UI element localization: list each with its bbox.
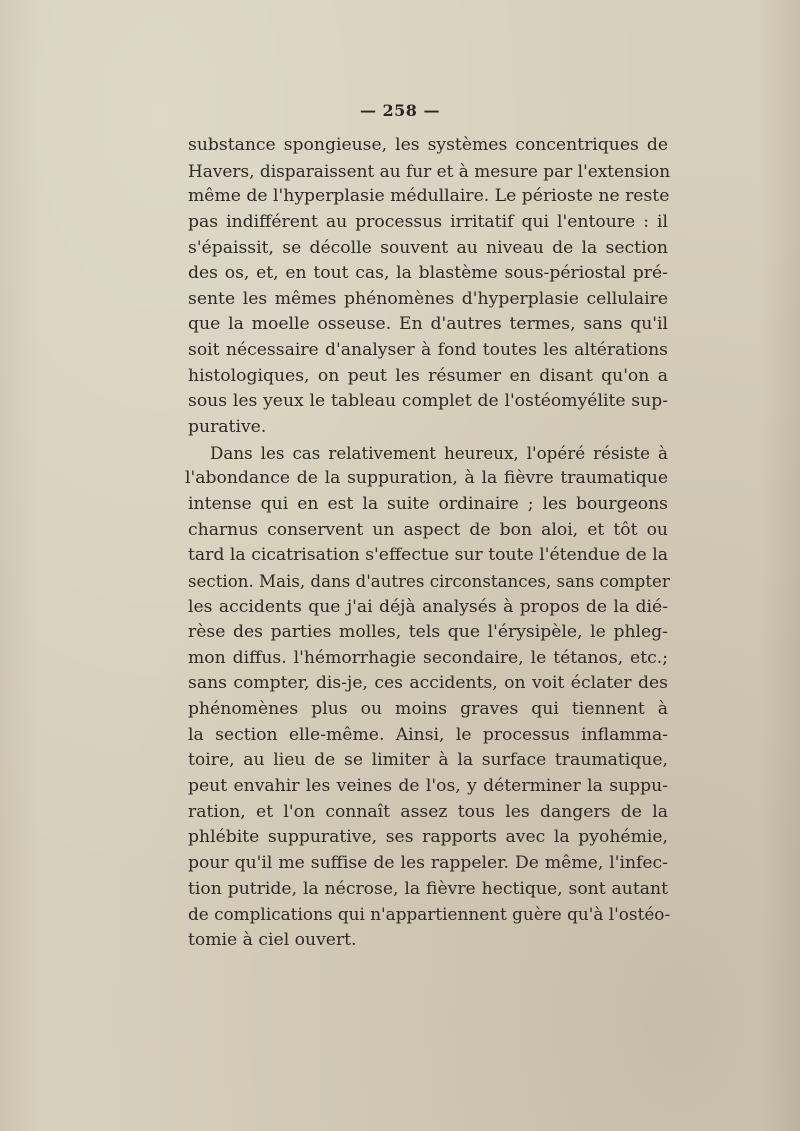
text-line: de complications qui n'appartiennent guère qu'à l'ostéo- [188, 904, 671, 925]
text-line: tomie à ciel ouvert. [188, 929, 357, 950]
text-line: charnus conservent un aspect de bon aloi, et tôt ou [188, 519, 668, 540]
text-line: purative. [188, 417, 267, 438]
paragraph-1 [188, 133, 671, 441]
text-line: sente les mêmes phénomènes d'hyperplasie cellulaire [188, 288, 668, 309]
text-line: toire, au lieu de se limiter à la surface traumatique, [188, 750, 668, 771]
text-line: pour qu'il me suffise de les rappeler. De même, l'infec- [188, 852, 668, 873]
text-line: intense qui en est la suite ordinaire ; les bourgeons [188, 493, 668, 514]
text-line: sans compter, dis-je, ces accidents, on voit éclater des [188, 673, 668, 694]
page-number: — 258 — [359, 101, 441, 120]
text-line: que la moelle osseuse. En d'autres termes, sans qu'il [188, 314, 668, 335]
text-line: soit nécessaire d'analyser à fond toutes les altérations [188, 340, 668, 361]
text-line: tion putride, la nécrose, la fièvre hectique, sont autant [188, 878, 668, 899]
text-line: rèse des parties molles, tels que l'érysipèle, le phleg- [188, 622, 668, 643]
paragraph-2 [185, 441, 671, 954]
text-line: l'abondance de la suppuration, à la fièvre traumatique [185, 468, 668, 489]
text-line: Dans les cas relativement heureux, l'opéré résiste à [210, 443, 668, 463]
text-line: s'épaissit, se décolle souvent au niveau de la section [188, 237, 668, 258]
text-line: sous les yeux le tableau complet de l'ostéomyélite sup- [188, 391, 668, 412]
text-line: Havers, disparaissent au fur et à mesure par l'extension [188, 160, 671, 181]
text-line: histologiques, on peut les résumer en disant qu'on a [188, 365, 668, 386]
text-line: phlébite suppurative, ses rapports avec la pyohémie, [188, 827, 668, 848]
text-line: des os, et, en tout cas, la blastème sous-périostal pré- [188, 263, 668, 284]
text-line: section. Mais, dans d'autres circonstances, sans compter [188, 571, 670, 591]
text-line: même de l'hyperplasie médullaire. Le périoste ne reste [188, 186, 670, 207]
text-line: les accidents que j'ai déjà analysés à propos de la dié- [188, 596, 668, 617]
text-line: peut envahir les veines de l'os, y déterminer la suppu- [188, 776, 668, 797]
text-line: pas indifférent au processus irritatif qui l'entoure : il [188, 211, 668, 232]
text-line: ration, et l'on connaît assez tous les dangers de la [188, 801, 668, 822]
body-text [185, 133, 671, 954]
text-line: mon diffus. l'hémorrhagie secondaire, le tétanos, etc.; [188, 647, 668, 668]
text-line: substance spongieuse, les systèmes concentriques de [188, 135, 668, 155]
text-line: tard la cicatrisation s'effectue sur toute l'étendue de la [188, 545, 668, 566]
text-line: phénomènes plus ou moins graves qui tiennent à [188, 699, 668, 720]
text-line: la section elle-même. Ainsi, le processus inflamma- [188, 724, 668, 745]
